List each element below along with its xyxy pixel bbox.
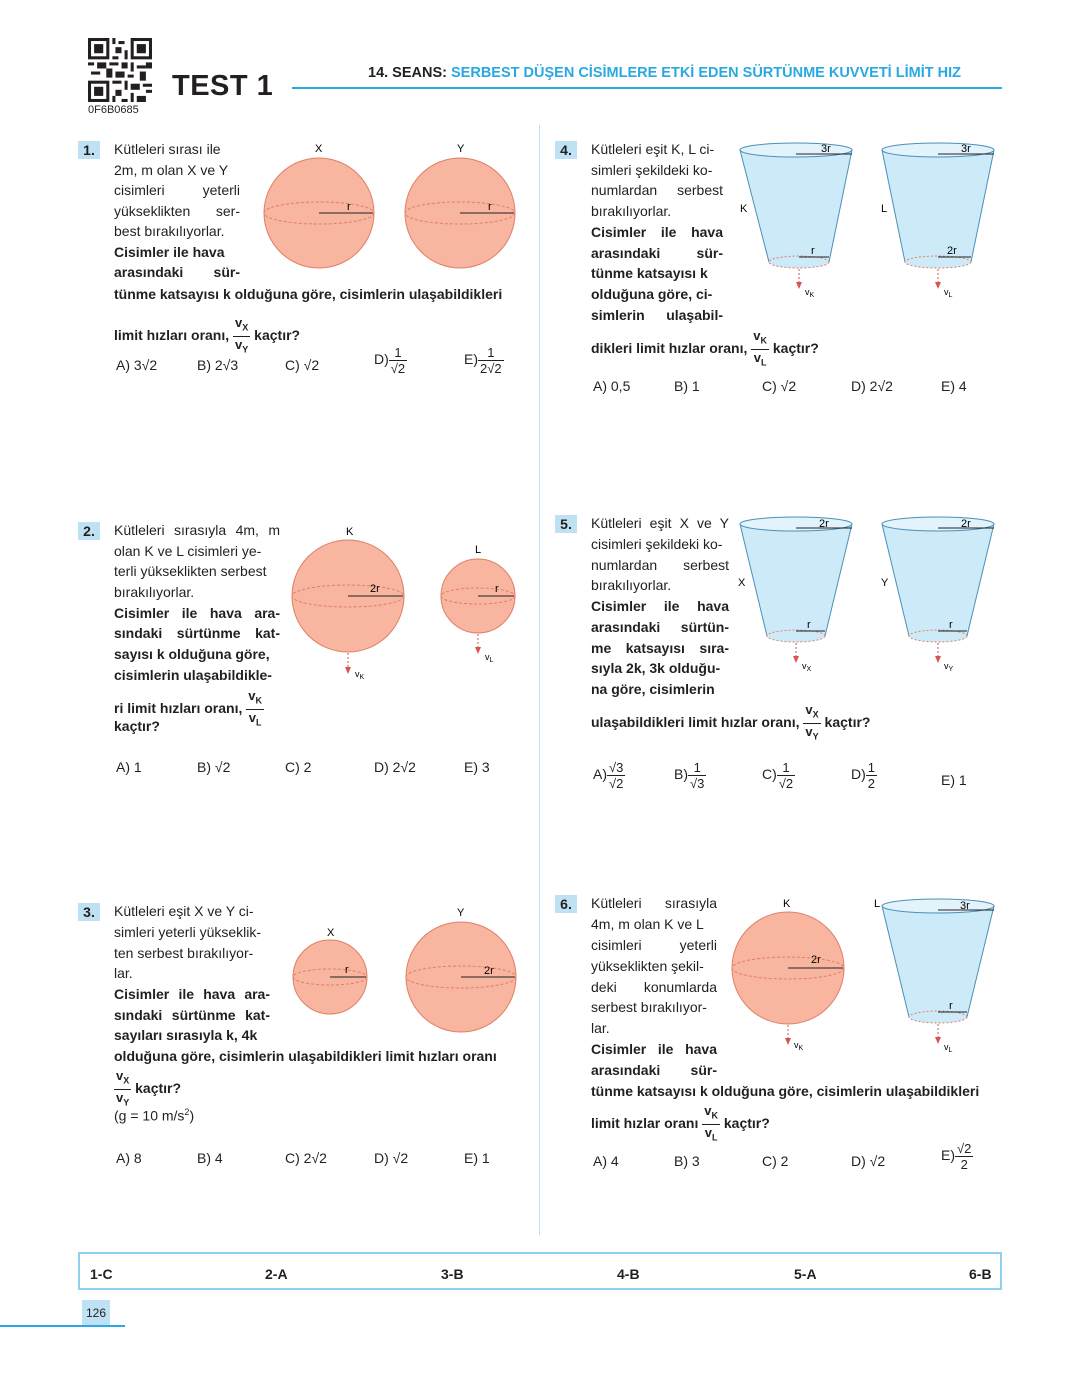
radius-label: 3r <box>960 900 970 912</box>
option-letter: A) <box>593 766 607 783</box>
q5-text-line: bırakılıyorlar. <box>591 577 672 593</box>
radius-label: 2r <box>819 518 829 530</box>
cup-k-top <box>740 143 852 157</box>
option-c[interactable]: C) 2√2 <box>285 1150 327 1166</box>
velocity-ratio-fraction <box>803 702 820 744</box>
option-d[interactable]: D) 2√2 <box>374 759 416 775</box>
option-fraction <box>777 760 795 791</box>
fraction-denominator: 2 <box>867 776 876 791</box>
q5-text-line: na göre, cisimlerin <box>591 681 715 697</box>
q5-figure <box>735 512 1015 677</box>
qr-code[interactable] <box>88 38 152 102</box>
gravity-note: (g = 10 $m/s^2$) <box>114 1107 195 1124</box>
q6-text-line: arasındaki sür- <box>591 1062 717 1078</box>
label-l: L <box>881 203 888 215</box>
q5-text-line: sıyla 2k, 3k olduğu- <box>591 660 721 676</box>
q3-text-line: Cisimler ile hava ara- <box>114 986 270 1002</box>
option-b[interactable]: B) √2 <box>197 759 231 775</box>
fraction-denominator: $v_L$ <box>751 349 769 371</box>
q3-figure <box>285 900 530 1040</box>
answer-key-item: 6-B <box>969 1266 992 1282</box>
cup-x-top <box>740 517 852 531</box>
q6-text-line: yükseklikten şekil- <box>591 958 704 974</box>
fraction-numerator: √2 <box>957 1141 972 1156</box>
radius-label: r <box>488 201 492 213</box>
arrow-head <box>793 656 799 663</box>
q4-text-line: numlardan serbest <box>591 182 723 198</box>
fraction-denominator: $v_Y$ <box>803 723 820 745</box>
velocity-ratio-fraction <box>246 688 264 730</box>
option-a[interactable] <box>593 760 625 791</box>
label-x: X <box>327 927 335 939</box>
q2-figure <box>285 520 525 690</box>
test-title: TEST 1 <box>172 70 274 102</box>
cup-y-top <box>882 517 994 531</box>
q5-ask: kaçtır? <box>824 713 871 730</box>
fraction-denominator: $v_Y$ <box>114 1089 131 1111</box>
radius-label: 2r <box>811 954 821 966</box>
q1-question-text: limit hızları oranı, <box>114 326 230 343</box>
question-number: 3. <box>78 903 100 921</box>
option-d[interactable]: D) √2 <box>374 1150 409 1166</box>
label-y: Y <box>457 143 465 155</box>
velocity-label-x: $v_X$ <box>802 661 812 673</box>
option-letter: B) <box>674 766 688 783</box>
q5-text-line: Kütleleri eşit X ve Y <box>591 515 729 531</box>
label-y: Y <box>457 907 465 919</box>
velocity-label-k: $v_K$ <box>794 1040 804 1052</box>
radius-label: 2r <box>370 583 380 595</box>
label-x: X <box>738 577 746 589</box>
question-number: 6. <box>555 895 577 913</box>
q2-ask: kaçtır? <box>114 718 160 734</box>
arrow-head <box>935 1037 941 1044</box>
q3-text-line: Kütleleri eşit X ve Y ci- <box>114 903 254 919</box>
q6-text-line: lar. <box>591 1020 610 1036</box>
fraction-denominator: 2 <box>955 1156 973 1172</box>
q1-text-line: Kütleleri sırası ile <box>114 141 221 157</box>
fraction-numerator: $v_X$ <box>235 315 249 333</box>
q2-text-line: Cisimler ile hava ara- <box>114 605 280 621</box>
label-l: L <box>475 544 482 556</box>
fraction-denominator: √2 <box>609 776 624 791</box>
label-y: Y <box>881 577 889 589</box>
answer-key-item: 1-C <box>90 1266 113 1282</box>
q1-question-line <box>114 315 300 357</box>
option-letter: C) <box>762 766 777 783</box>
option-b[interactable]: B) 1 <box>674 378 700 394</box>
q5-text-line: me katsayısı sıra- <box>591 640 729 656</box>
option-c[interactable] <box>762 760 795 791</box>
cup-y-bottom <box>909 630 967 642</box>
cup-k-bottom <box>769 256 829 268</box>
radius-label: 3r <box>821 143 831 155</box>
fraction-numerator: 1 <box>394 345 402 360</box>
fraction-denominator: $v_Y$ <box>233 336 250 358</box>
q4-text-line: tünme katsayısı k <box>591 265 708 281</box>
q6-text-line: cisimleri yeterli <box>591 937 717 953</box>
label-l: L <box>874 898 881 910</box>
q6-text-line: Kütleleri sırasıyla <box>591 895 717 911</box>
velocity-label-l: $v_L$ <box>944 287 953 299</box>
option-e[interactable]: E) 4 <box>941 378 967 394</box>
column-divider <box>539 125 540 1235</box>
arrow-head <box>935 656 941 663</box>
answer-key-item: 4-B <box>617 1266 640 1282</box>
gravity-text: (g = 10 m/s <box>114 1107 185 1124</box>
q3-question-line <box>114 1068 181 1110</box>
q2-text-line: sayısı k olduğuna göre, <box>114 646 270 662</box>
option-e[interactable]: E) 1 <box>941 772 967 788</box>
option-a[interactable]: A) 1 <box>116 759 142 775</box>
radius-label: r <box>347 201 351 213</box>
option-a[interactable]: A) 3√2 <box>116 357 158 373</box>
q5-question-line <box>591 702 870 744</box>
arrow-head <box>935 282 941 289</box>
velocity-ratio-fraction <box>114 1068 131 1110</box>
fraction-numerator: $v_X$ <box>116 1068 130 1086</box>
option-c[interactable]: C) √2 <box>762 378 797 394</box>
fraction-denominator: √3 <box>690 776 705 791</box>
q6-question-line <box>591 1103 770 1145</box>
option-fraction <box>607 760 625 791</box>
radius-label: r <box>949 1000 953 1012</box>
q4-text-line: Kütleleri eşit K, L ci- <box>591 141 715 157</box>
option-letter: E) <box>941 1147 955 1164</box>
option-a[interactable]: A) 4 <box>593 1153 619 1169</box>
q6-text-line: 4m, m olan K ve L <box>591 916 704 932</box>
fraction-numerator: $v_K$ <box>248 688 262 706</box>
q6-text-line: serbest bırakılıyor- <box>591 999 707 1015</box>
velocity-label-y: $v_Y$ <box>944 661 954 673</box>
fraction-denominator: 2√2 <box>480 361 502 376</box>
q6-figure <box>725 893 1010 1063</box>
page-footer-rule <box>0 1325 125 1327</box>
q4-text-line: Cisimler ile hava <box>591 224 723 240</box>
answer-key-item: 5-A <box>794 1266 817 1282</box>
option-fraction <box>866 760 877 791</box>
option-c[interactable]: C) 2 <box>762 1153 789 1169</box>
q6-ask: kaçtır? <box>723 1114 770 1131</box>
q6-question-text: limit hızlar oranı <box>591 1114 699 1131</box>
velocity-label-k: $v_K$ <box>805 287 815 299</box>
question-number: 5. <box>555 515 577 533</box>
option-b[interactable]: B) 3 <box>674 1153 700 1169</box>
question-number: 2. <box>78 522 100 540</box>
q3-text-line: ten serbest bırakılıyor- <box>114 945 254 961</box>
q2-text-line: sındaki sürtünme kat- <box>114 625 280 641</box>
label-x: X <box>315 143 323 155</box>
q4-text-line: olduğuna göre, ci- <box>591 286 713 302</box>
option-b[interactable] <box>674 760 706 791</box>
velocity-label-k: $v_K$ <box>355 669 365 681</box>
q1-text-line: yükseklikten ser- <box>114 203 240 219</box>
cup-k <box>740 150 852 262</box>
option-fraction <box>478 345 504 376</box>
fraction-numerator: 1 <box>782 760 790 775</box>
option-e[interactable] <box>464 345 504 376</box>
radius-label: 2r <box>947 245 957 257</box>
q4-text-line: simleri şekildeki ko- <box>591 162 713 178</box>
velocity-ratio-fraction <box>751 328 769 370</box>
cup-y <box>882 524 994 636</box>
q3-ask: kaçtır? <box>135 1079 182 1096</box>
option-a[interactable]: A) 8 <box>116 1150 142 1166</box>
page-number: 126 <box>82 1300 110 1326</box>
arrow-head <box>796 282 802 289</box>
option-d[interactable]: D) √2 <box>851 1153 886 1169</box>
q1-text-line: best bırakılıyorlar. <box>114 223 225 239</box>
session-prefix: 14. SEANS: <box>368 65 447 81</box>
radius-label: r <box>345 964 349 976</box>
q4-text-line: bırakılıyorlar. <box>591 203 672 219</box>
cup-x-bottom <box>767 630 825 642</box>
radius-label: r <box>949 619 953 631</box>
q1-text-line: 2m, m olan X ve Y <box>114 162 229 178</box>
q3-text-line: sayıları sırasıyla k, 4k <box>114 1027 258 1043</box>
fraction-denominator: √2 <box>778 776 794 791</box>
fraction-numerator: $v_K$ <box>753 328 767 346</box>
option-e[interactable] <box>941 1141 973 1172</box>
cup-l-bottom <box>909 1011 967 1023</box>
velocity-label-l: $v_L$ <box>485 652 494 664</box>
q2-text-line: bırakılıyorlar. <box>114 584 195 600</box>
option-d[interactable] <box>851 760 877 791</box>
cup-l-bottom <box>905 256 971 268</box>
option-c[interactable]: C) √2 <box>285 357 320 373</box>
q1-text-line: cisimleri yeterli <box>114 182 240 198</box>
radius-label: 3r <box>961 143 971 155</box>
velocity-ratio-fraction <box>233 315 250 357</box>
option-fraction <box>955 1141 973 1172</box>
option-c[interactable]: C) 2 <box>285 759 312 775</box>
session-title <box>368 65 961 81</box>
radius-label: 2r <box>961 518 971 530</box>
radius-label: 2r <box>484 965 494 977</box>
option-letter: E) <box>464 351 478 368</box>
option-a[interactable]: A) 0,5 <box>593 378 631 394</box>
q5-question-text: ulaşabildikleri limit hızlar oranı, <box>591 713 800 730</box>
qr-code-id: 0F6B0685 <box>88 104 139 116</box>
q4-question-line <box>591 328 819 370</box>
q2-text-line: Kütleleri sırasıyla 4m, m <box>114 522 280 538</box>
q5-text-line: numlardan serbest <box>591 557 729 573</box>
arrow-head <box>345 667 351 674</box>
answer-key-item: 3-B <box>441 1266 464 1282</box>
option-e[interactable]: E) 3 <box>464 759 490 775</box>
arrow-head <box>785 1038 791 1045</box>
cup-l <box>882 150 994 262</box>
q5-text-line: Cisimler ile hava <box>591 598 729 614</box>
option-letter: D) <box>851 766 866 783</box>
fraction-numerator: 1 <box>487 345 495 360</box>
fraction-numerator: 1 <box>693 760 701 775</box>
q2-text-line: terli yükseklikten serbest <box>114 563 267 579</box>
fraction-numerator: $v_X$ <box>805 702 819 720</box>
velocity-ratio-fraction <box>702 1103 720 1145</box>
q3-text-line: simleri yeterli yükseklik- <box>114 924 262 940</box>
radius-label: r <box>811 245 815 257</box>
q4-ask: kaçtır? <box>772 339 819 356</box>
cup-l <box>882 906 994 1017</box>
radius-label: r <box>495 583 499 595</box>
fraction-denominator: √2 <box>390 361 406 376</box>
fraction-denominator: $v_L$ <box>702 1124 720 1146</box>
q5-text-line: cisimleri şekildeki ko- <box>591 536 723 552</box>
q4-text-line: simlerin ulaşabil- <box>591 307 723 323</box>
q6-text-line: deki konumlarda <box>591 979 717 995</box>
q2-text-line: cisimlerin ulaşabildikle- <box>114 667 272 683</box>
q4-text-line: arasındaki sür- <box>591 245 723 261</box>
fraction-numerator: 1 <box>867 760 876 775</box>
cup-l-top <box>882 143 994 157</box>
radius-label: r <box>807 619 811 631</box>
label-k: K <box>346 526 354 538</box>
option-e[interactable]: E) 1 <box>464 1150 490 1166</box>
option-d[interactable]: D) 2√2 <box>851 378 893 394</box>
arrow-head <box>475 647 481 654</box>
option-fraction <box>389 345 407 376</box>
q5-text-line: arasındaki sürtün- <box>591 619 729 635</box>
q1-text-line: Cisimler ile hava <box>114 244 225 260</box>
q2-text-line: olan K ve L cisimleri ye- <box>114 543 262 559</box>
option-b[interactable]: B) 2√3 <box>197 357 239 373</box>
q6-text-line: tünme katsayısı k olduğuna göre, cisimlerin ulaşabildikleri <box>591 1083 980 1099</box>
q1-ask: kaçtır? <box>254 326 301 343</box>
q1-text-line: arasındaki sür- <box>114 264 240 280</box>
velocity-label-l: $v_L$ <box>944 1042 953 1054</box>
q3-text-line: sındaki sürtünme kat- <box>114 1007 270 1023</box>
label-k: K <box>783 898 791 910</box>
option-b[interactable]: B) 4 <box>197 1150 223 1166</box>
fraction-denominator: $v_L$ <box>246 709 264 731</box>
label-k: K <box>740 203 748 215</box>
answer-key-box <box>78 1252 1002 1290</box>
q3-text-line: olduğuna göre, cisimlerin ulaşabildikleri limit hızları oranı <box>114 1048 497 1064</box>
q2-question-text: ri limit hızları oranı, <box>114 699 243 716</box>
option-letter: D) <box>374 351 389 368</box>
fraction-numerator: $v_K$ <box>704 1103 718 1121</box>
header-rule <box>292 87 1002 89</box>
q1-figure <box>260 140 530 275</box>
q4-figure <box>735 138 1015 303</box>
question-number: 4. <box>555 141 577 159</box>
session-topic: SERBEST DÜŞEN CİSİMLERE ETKİ EDEN SÜRTÜNME KUVVETİ LİMİT HIZ <box>451 65 961 81</box>
option-d[interactable] <box>374 345 407 376</box>
q6-text-line: Cisimler ile hava <box>591 1041 717 1057</box>
question-number: 1. <box>78 141 100 159</box>
option-fraction <box>688 760 706 791</box>
q1-text-line: tünme katsayısı k olduğuna göre, cisimlerin ulaşabildikleri <box>114 286 503 302</box>
cup-l-top <box>882 899 994 913</box>
cup-x <box>740 524 852 636</box>
q4-question-text: dikleri limit hızlar oranı, <box>591 339 748 356</box>
answer-key-item: 2-A <box>265 1266 288 1282</box>
q3-text-line: lar. <box>114 965 133 981</box>
fraction-numerator: √3 <box>609 760 624 775</box>
